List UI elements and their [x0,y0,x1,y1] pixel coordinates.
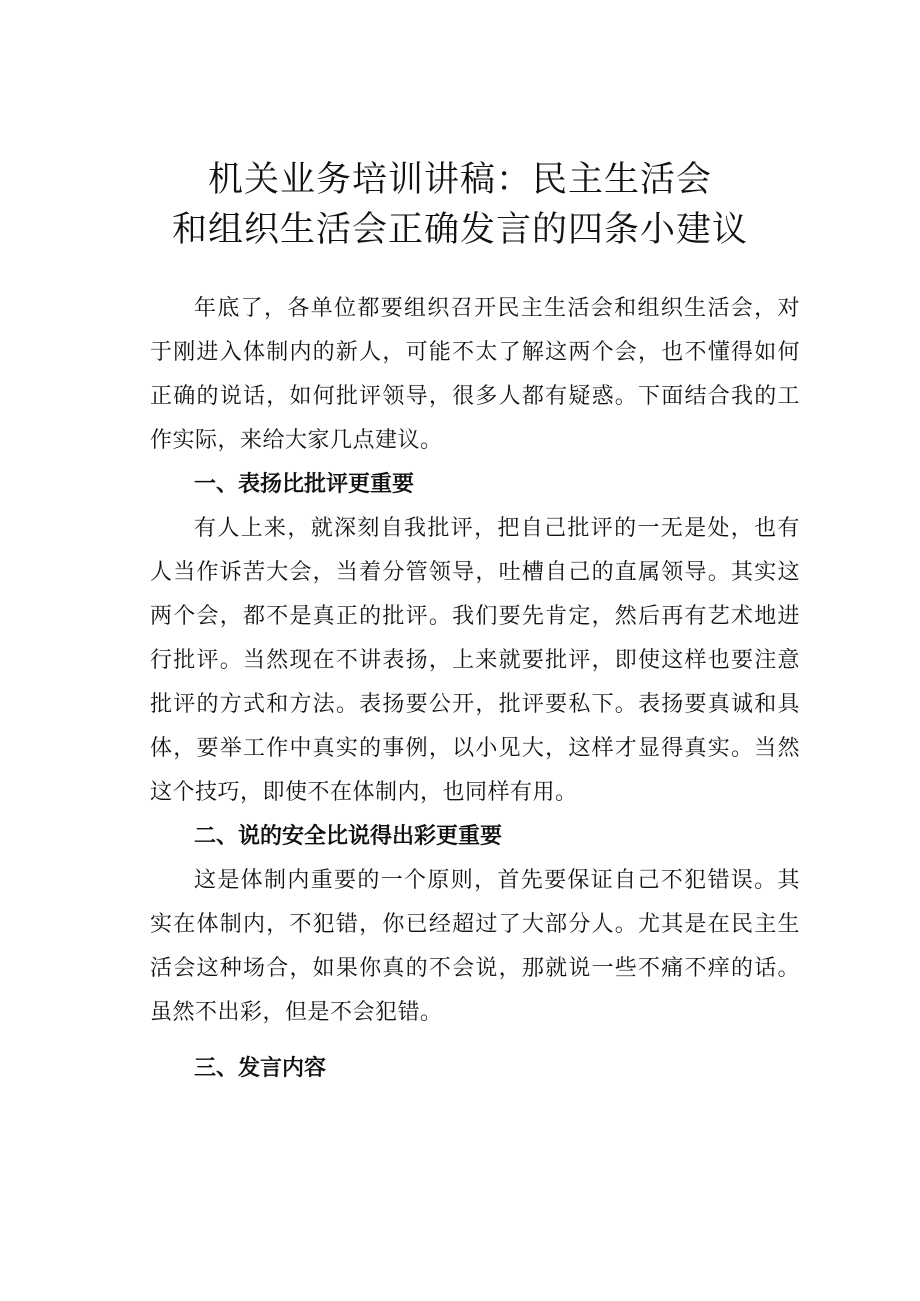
intro-paragraph: 年底了，各单位都要组织召开民主生活会和组织生活会，对于刚进入体制内的新人，可能不太了解这两个会，也不懂得如何正确的说话，如何批评领导，很多人都有疑惑。下面结合我的工作实际，来给大家几点建议。 [150,296,800,453]
title-line-1: 机关业务培训讲稿：民主生活会 [207,160,712,200]
document-body [150,287,800,1091]
section-paragraph-2: 这是体制内重要的一个原则，首先要保证自己不犯错误。其实在体制内，不犯错，你已经超过了大部分人。尤其是在民主生活会这种场合，如果你真的不会说，那就说一些不痛不痒的话。虽然不出彩，但是不会犯错。 [150,868,800,1025]
section-heading-3: 三、发言内容 [194,1056,327,1081]
section-paragraph-1: 有人上来，就深刻自我批评，把自己批评的一无是处，也有人当作诉苦大会，当着分管领导，吐槽自己的直属领导。其实这两个会，都不是真正的批评。我们要先肯定，然后再有艺术地进行批评。当然现在不讲表扬，上来就要批评，即使这样也要注意批评的方式和方法。表扬要公开，批评要私下。表扬要真诚和具体，要举工作中真实的事例，以小见大，这样才显得真实。当然这个技巧，即使不在体制内，也同样有用。 [150,516,800,805]
section-heading-1: 一、表扬比批评更重要 [194,472,415,497]
section-heading-2: 二、说的安全比说得出彩更重要 [194,824,503,849]
document-title [0,155,920,255]
title-line-2: 和组织生活会正确发言的四条小建议 [171,210,748,250]
